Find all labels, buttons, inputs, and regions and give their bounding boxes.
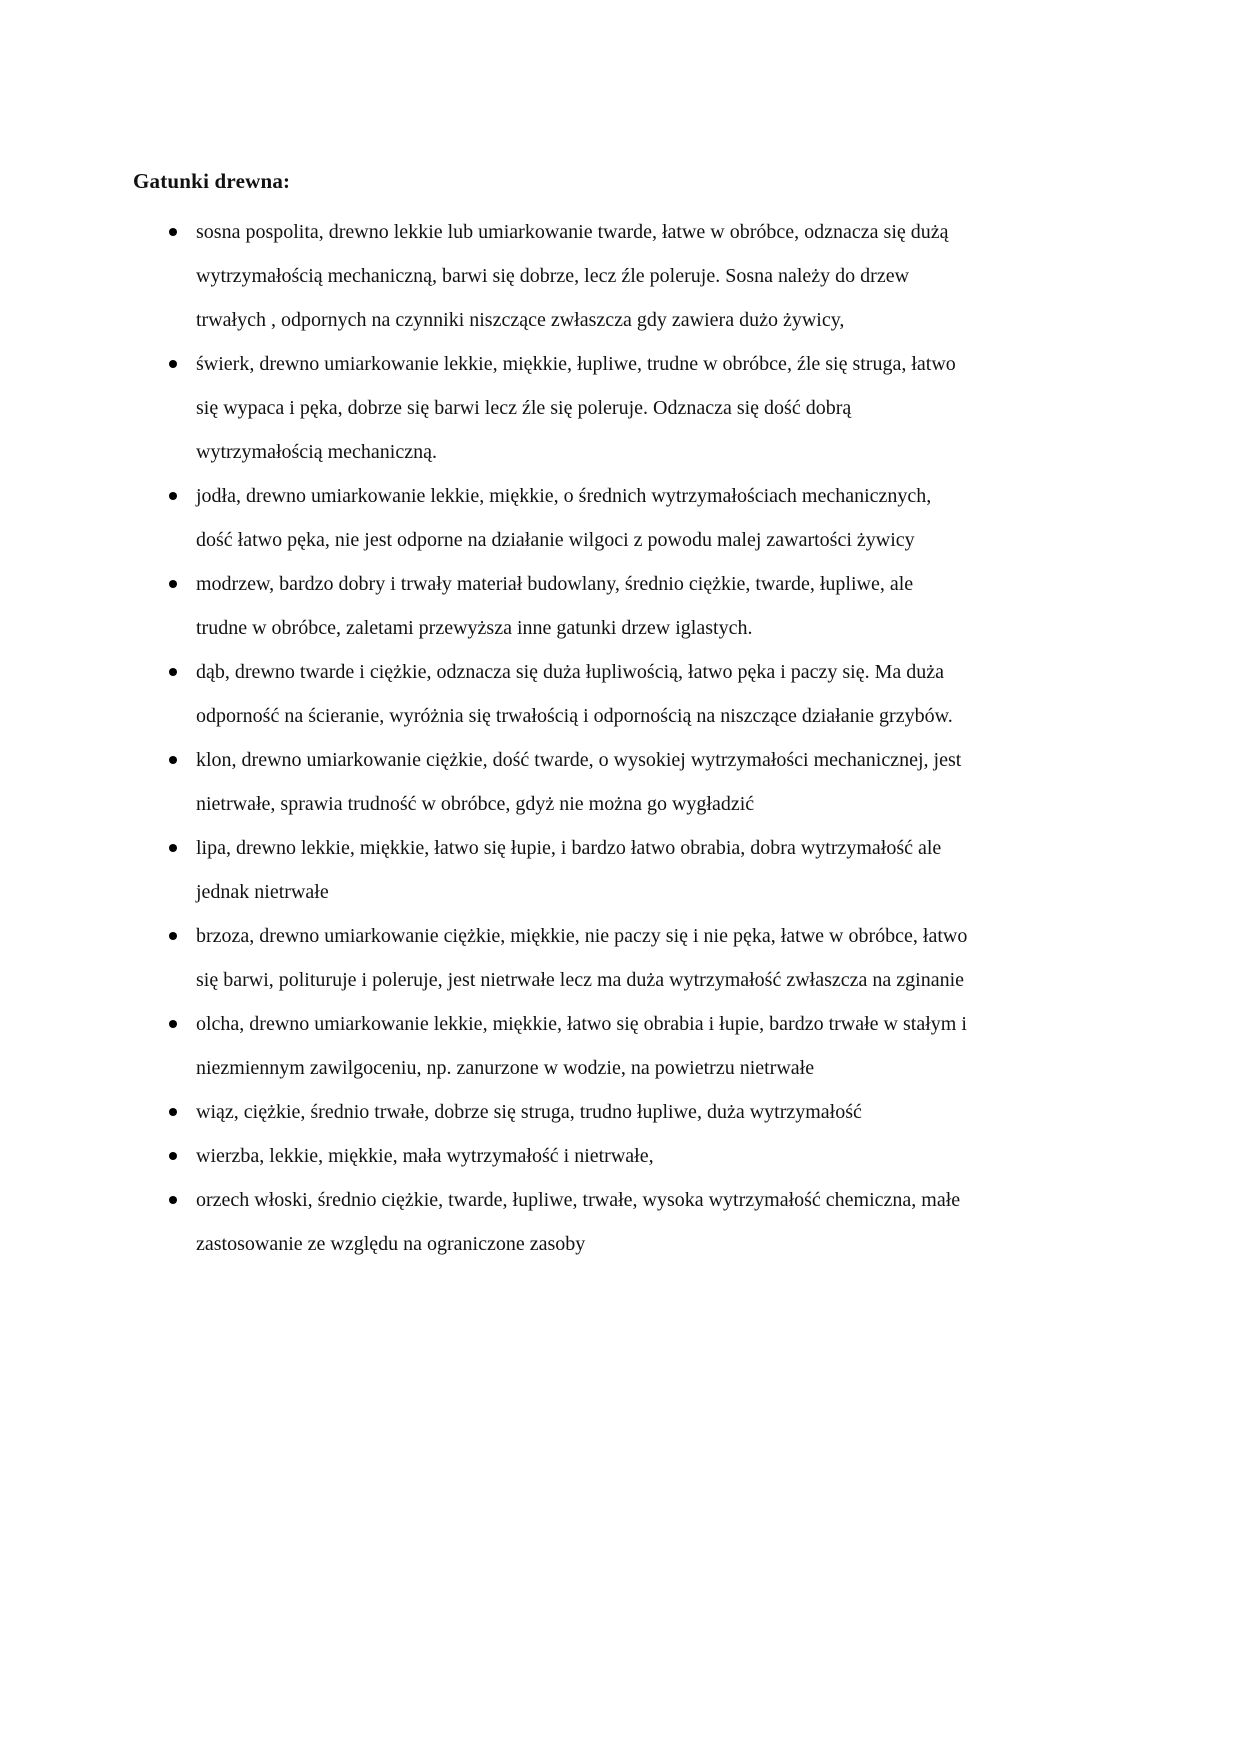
bullet-icon (169, 1196, 177, 1204)
list-item (133, 1090, 968, 1134)
list-item-text: sosna pospolita, drewno lekkie lub umiarkowanie twarde, łatwe w obróbce, odznacza się dużą wytrzymałością mechaniczną, barwi się dobrze, lecz źle poleruje. Sosna należy do drzew trwałych , odpornych na czynniki niszczące zwłaszcza gdy zawiera dużo żywicy, (196, 221, 949, 331)
list-item-text: modrzew, bardzo dobry i trwały materiał budowlany, średnio ciężkie, twarde, łupliwe, ale trudne w obróbce, zaletami przewyższa inne gatunki drzew iglastych. (196, 573, 914, 639)
bullet-icon (169, 756, 177, 764)
list-item (133, 562, 968, 650)
list-item-text: jodła, drewno umiarkowanie lekkie, miękkie, o średnich wytrzymałościach mechanicznych, dość łatwo pęka, nie jest odporne na działanie wilgoci z powodu malej zawartości żywicy (196, 485, 932, 551)
list-item-text: olcha, drewno umiarkowanie lekkie, miękkie, łatwo się obrabia i łupie, bardzo trwałe w stałym i niezmiennym zawilgoceniu, np. zanurzone w wodzie, na powietrzu nietrwałe (196, 1013, 967, 1079)
list-item (133, 826, 968, 914)
list-item (133, 650, 968, 738)
list-item (133, 1134, 968, 1178)
bullet-icon (169, 492, 177, 500)
list-item (133, 738, 968, 826)
bullet-icon (169, 360, 177, 368)
bullet-icon (169, 668, 177, 676)
bullet-icon (169, 1020, 177, 1028)
bullet-icon (169, 1108, 177, 1116)
list-item-text: dąb, drewno twarde i ciężkie, odznacza się duża łupliwością, łatwo pęka i paczy się. Ma duża odporność na ścieranie, wyróżnia się trwałością i odpornością na niszczące działanie grzybów. (196, 661, 953, 727)
list-item-text: lipa, drewno lekkie, miękkie, łatwo się łupie, i bardzo łatwo obrabia, dobra wytrzymałość ale jednak nietrwałe (196, 837, 942, 903)
list-item-text: wierzba, lekkie, miękkie, mała wytrzymałość i nietrwałe, (196, 1145, 654, 1167)
list-item-text: wiąz, ciężkie, średnio trwałe, dobrze się struga, trudno łupliwe, duża wytrzymałość (196, 1101, 862, 1123)
list-item-text: orzech włoski, średnio ciężkie, twarde, łupliwe, trwałe, wysoka wytrzymałość chemiczna, małe zastosowanie ze względu na ograniczone zasoby (196, 1189, 961, 1255)
list-item (133, 474, 968, 562)
page-title: Gatunki drewna: (133, 169, 291, 193)
list-item-text: klon, drewno umiarkowanie ciężkie, dość twarde, o wysokiej wytrzymałości mechanicznej, jest nietrwałe, sprawia trudność w obróbce, gdyż nie można go wygładzić (196, 749, 962, 815)
bullet-icon (169, 932, 177, 940)
list-item (133, 342, 968, 474)
bullet-icon (169, 580, 177, 588)
list-item (133, 1178, 968, 1266)
list-item-text: brzoza, drewno umiarkowanie ciężkie, miękkie, nie paczy się i nie pęka, łatwe w obróbce, łatwo się barwi, polituruje i poleruje, jest nietrwałe lecz ma duża wytrzymałość zwłaszcza na zginanie (196, 925, 968, 991)
wood-species-list (133, 210, 968, 1266)
bullet-icon (169, 228, 177, 236)
list-item (133, 1002, 968, 1090)
bullet-icon (169, 844, 177, 852)
list-item (133, 210, 968, 342)
bullet-icon (169, 1152, 177, 1160)
list-item-text: świerk, drewno umiarkowanie lekkie, miękkie, łupliwe, trudne w obróbce, źle się struga, łatwo się wypaca i pęka, dobrze się barwi lecz źle się poleruje. Odznacza się dość dobrą wytrzymałością mechaniczną. (196, 353, 956, 463)
list-item (133, 914, 968, 1002)
